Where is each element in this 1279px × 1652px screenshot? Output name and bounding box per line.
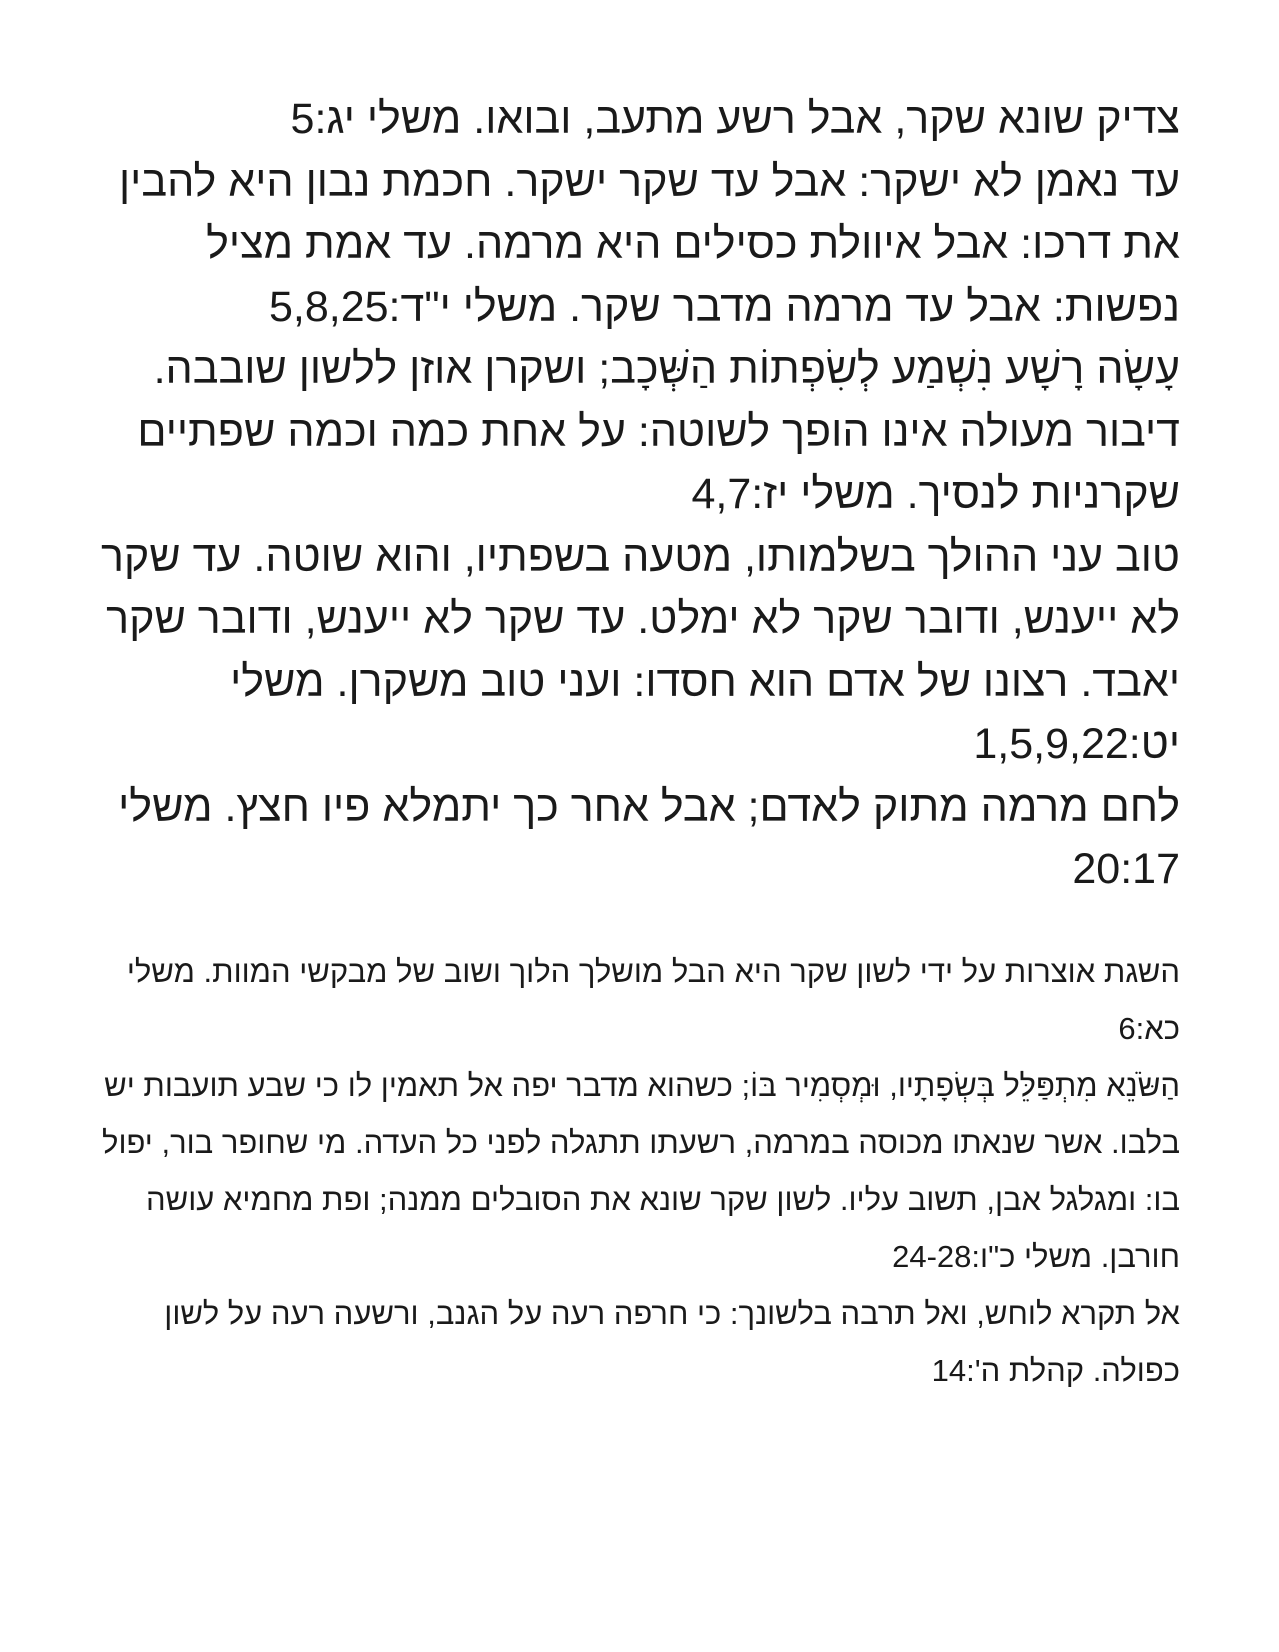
small-text-block xyxy=(90,943,1180,1399)
document-page xyxy=(90,88,1180,1399)
proverbs-19-paragraph: טוב עני ההולך בשלמותו, מטעה בשפתיו, והוא שוטה. עד שקר לא ייענש, ודובר שקר לא ימלט. עד שקר לא ייענש, ודובר שקר יאבד. רצונו של אדם הוא חסדו: ועני טוב משקרן. משלי יט:1,5,9,22 xyxy=(100,532,1180,768)
proverbs-13-paragraph: צדיק שונא שקר, אבל רשע מתעב, ובואו. משלי יג:5 xyxy=(290,95,1180,143)
proverbs-17-paragraph: עָשָׂה רָשָׁע נִשְׁמַע לְשִׂפְתוֹת הַשְּׁכָב; ושקרן אוזן ללשון שובבה. דיבור מעולה אינו הופך לשוטה: על אחת כמה וכמה שפתיים שקרניות לנסיך. משלי יז:4,7 xyxy=(137,345,1180,518)
ecclesiastes-5-paragraph: אל תקרא לוחש, ואל תרבה בלשונך: כי חרפה רעה על הגנב, ורשעה רעה על לשון כפולה. קהלת ה':14 xyxy=(164,1295,1180,1388)
proverbs-20-paragraph: לחם מרמה מתוק לאדם; אבל אחר כך יתמלא פיו חצץ. משלי 20:17 xyxy=(118,782,1180,893)
proverbs-26-paragraph: הַשֹּׂנֵא מִתְפַּלֵּל בְּשְׂפָתָיו, וּמְסְמִיר בּוֹ; כשהוא מדבר יפה אל תאמין לו כי שבע תועבות יש בלבו. אשר שנאתו מכוסה במרמה, רשעתו תתגלה לפני כל העדה. מי שחופר בור, יפול בו: ומגלגל אבן, תשוב עליו. לשון שקר שונא את הסובלים ממנה; ופת מחמיא עושה חורבן. משלי כ"ו:24-28 xyxy=(102,1067,1180,1274)
large-text-block xyxy=(90,88,1180,901)
proverbs-21-paragraph: השגת אוצרות על ידי לשון שקר היא הבל מושלך הלוך ושוב של מבקשי המוות. משלי כא:6 xyxy=(126,953,1180,1046)
proverbs-14-paragraph: עד נאמן לא ישקר: אבל עד שקר ישקר. חכמת נבון היא להבין את דרכו: אבל איוולת כסילים היא מרמה. עד אמת מציל נפשות: אבל עד מרמה מדבר שקר. משלי י"ד:5,8,25 xyxy=(119,157,1180,331)
